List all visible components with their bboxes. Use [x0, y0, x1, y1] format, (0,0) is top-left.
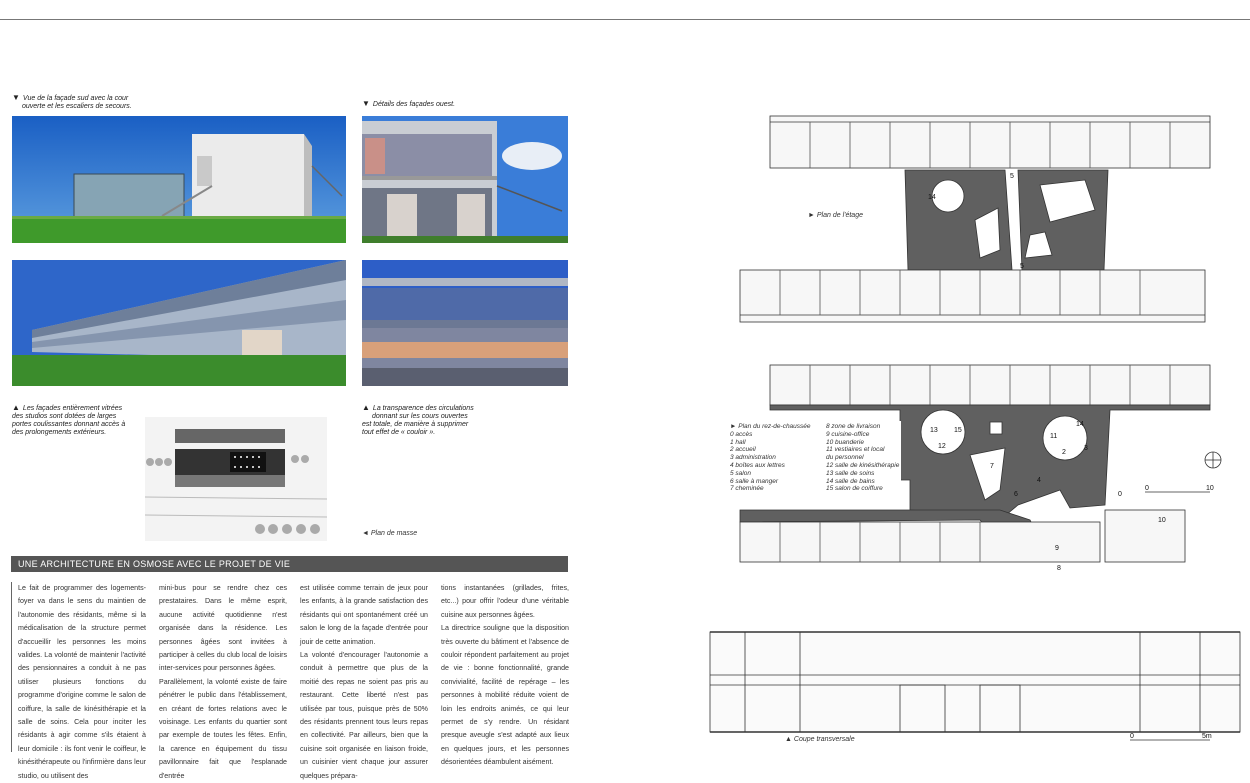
scale-label: 5m: [1202, 733, 1212, 740]
caption-facades: ▲ Les façades entièrement vitrées des studios sont dotées de larges portes coulissantes donnant accès à des prolongements extérieurs.: [12, 403, 126, 436]
caption-west-details: ▼ Détails des façades ouest.: [362, 99, 456, 108]
label-cross-section: ▲ Coupe transversale: [785, 736, 855, 743]
scale-label: 0: [1145, 485, 1149, 492]
plan-number: 5: [1020, 263, 1024, 270]
plan-number: 3: [1084, 445, 1088, 452]
text-column-1: Le fait de programmer des logements-foyer va dans le sens du maintien de l'autonomie des résidants, même si la médicalisation de la structure permet d'accueillir les personnes les moins valides. La volonté de maintenir l'activité des pensionnaires a conduit à ne pas utiliser plusieurs fonctions du programme d'origine comme le salon de coiffure, la salle de kinésithérapie et la salle de soins. Cela pour inciter les résidants à agir comme s'ils étaient à leur domicile : ils font venir le coiffeur, le kinésithérapeute ou l'infirmière dans leur studio, ou utilisent des: [18, 584, 146, 780]
photo-south-facade: [12, 116, 346, 243]
column-rule: [11, 582, 12, 752]
caption-south-facade: ▼ Vue de la façade sud avec la cour ouverte et les escaliers de secours.: [12, 93, 132, 110]
plan-number: 4: [1037, 477, 1041, 484]
section-title: UNE ARCHITECTURE EN OSMOSE AVEC LE PROJET DE VIE: [11, 556, 568, 572]
plan-number: 12: [938, 443, 946, 450]
plan-number: 14: [928, 194, 936, 201]
scale-label: 0: [1130, 733, 1134, 740]
plan-number: 15: [954, 427, 962, 434]
text-column-3: est utilisée comme terrain de jeux pour les enfants, à la grande satisfaction des résidants qui ont spontanément créé un salon le long de la façade d'entrée pour jouir de cette animation. La volonté d'encourager l'autonomie a conduit à permettre que plus de la moitié des repas ne soient pas pris au restaurant. Cette liberté n'est pas utilisée par tous, puisque près de 50% des résidants prennent tous leurs repas en collectivité. Par ailleurs, bien que la cuisine soit organisée en liaison froide, un cuisinier vient chaque jour assurer quelques prépara-: [300, 584, 428, 780]
up-triangle-icon: ▲: [362, 403, 370, 412]
photo-west-details: [362, 116, 568, 243]
plan-number: 14: [1076, 421, 1084, 428]
right-triangle-icon: ►: [730, 423, 737, 430]
plan-number: 8: [1057, 565, 1061, 572]
label-site-plan: ◄ Plan de masse: [362, 530, 418, 537]
plan-number: 13: [930, 427, 938, 434]
plan-number: 7: [990, 463, 994, 470]
photo-glazed-facades: [12, 260, 346, 386]
text-column-2: mini-bus pour se rendre chez ces prestataires. Dans le même esprit, aucune activité quotidienne n'est organisée dans la résidence. Les personnes âgées sont invitées à participer à celles du club local de loisirs inter-services pour personnes âgées. Parallèlement, la volonté existe de faire pénétrer le public dans l'établissement, en créant de fortes relations avec le voisinage. Les enfants du quartier sont par exemple de toutes les fêtes. Enfin, la carence en équipement du tissu pavillonnaire fait que l'esplanade d'entrée: [159, 584, 287, 780]
plan-number: 0: [1118, 491, 1122, 498]
plan-number: 10: [1158, 517, 1166, 524]
plan-number: 9: [1055, 545, 1059, 552]
ground-floor-legend: ► Plan du rez-de-chaussée 0 accès 1 hall 2 accueil 3 administration 4 boîtes aux lettres 5 salon 6 salle à manger 7 cheminée: [728, 421, 813, 495]
text-column-4: tions instantanées (grillades, frites, etc...) pour offrir l'odeur d'une véritable cuisine aux personnes âgées. La directrice souligne que la disposition très ouverte du bâtiment et l'absence de couloir répondent parfaitement au projet de vie : bonne fonctionnalité, grande convivialité, facilité de repérage – les personnes à mobilité réduite voient de loin les endroits animés, ce qui leur permet de s'y rendre. Un résidant presque aveugle s'est adapté aux lieux en quelques jours, et les personnes désorientées déambulent aisément.: [441, 584, 569, 767]
plan-number: 11: [1050, 433, 1058, 440]
down-triangle-icon: ▼: [12, 93, 20, 102]
up-triangle-icon: ▲: [12, 403, 20, 412]
right-triangle-icon: ►: [808, 212, 815, 219]
scale-label: 10: [1206, 485, 1214, 492]
label-upper-floor-plan: ► Plan de l'étage: [808, 212, 863, 219]
caption-transparency: ▲ La transparence des circulations donnant sur les cours ouvertes est totale, de manière à supprimer tout effet de « couloir ».: [362, 403, 474, 436]
plan-number: 2: [1062, 449, 1066, 456]
plan-number: 6: [1014, 491, 1018, 498]
ground-floor-legend-right: 8 zone de livraison 9 cuisine-office 10 buanderie 11 vestiaires et local du personnel 12 salle de kinésithérapie 13 salle de soins 14 salle de bains 15 salon de coiffure: [824, 421, 901, 495]
left-triangle-icon: ◄: [362, 530, 369, 537]
plan-number: 5: [1010, 173, 1014, 180]
site-plan-drawing: [145, 417, 327, 541]
up-triangle-icon: ▲: [785, 736, 792, 743]
photo-circulation-transparency: [362, 260, 568, 386]
down-triangle-icon: ▼: [362, 99, 370, 108]
top-rule: [0, 19, 1250, 20]
